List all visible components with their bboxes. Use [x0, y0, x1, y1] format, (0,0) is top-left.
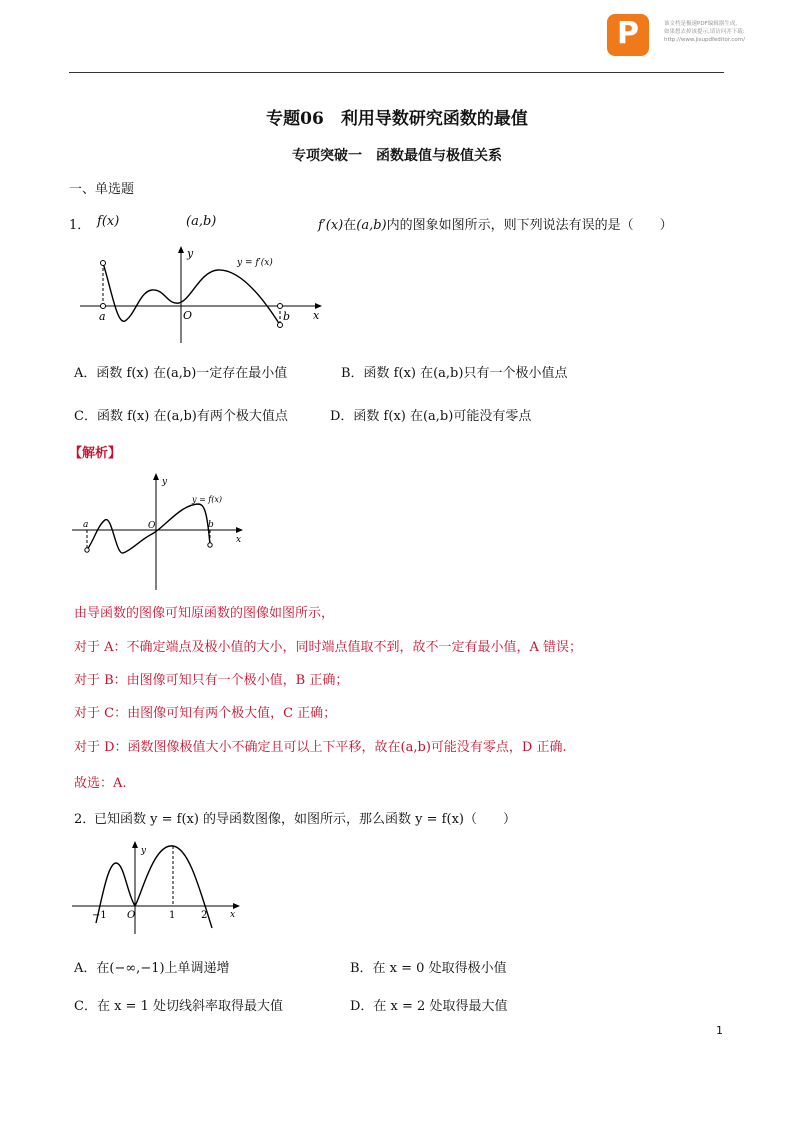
q2-option-d[interactable]: D．在 x = 2 处取得最大值	[350, 999, 508, 1014]
q1-number: 1．	[69, 218, 91, 233]
analysis-line-6: 故选：A.	[74, 776, 127, 791]
q2-tick-1: 1	[169, 910, 176, 921]
analysis-curve-label: y = f(x)	[192, 495, 223, 504]
q2-option-c[interactable]: C．在 x = 1 处切线斜率取得最大值	[74, 999, 283, 1014]
analysis-x-label: x	[236, 535, 242, 545]
page-title: 专题06 利用导数研究函数的最值	[266, 109, 528, 129]
analysis-y-label: y	[162, 477, 168, 487]
analysis-line-5: 对于 D：函数图像极值大小不确定且可以上下平移，故在(a,b)可能没有零点，D 正确.	[74, 740, 567, 755]
q1-option-b[interactable]: B．函数 f(x) 在(a,b)只有一个极小值点	[341, 366, 568, 381]
q1-a-label: a	[99, 310, 106, 323]
q1-x-label: x	[313, 309, 320, 322]
q1-b-label: b	[283, 310, 291, 323]
q1-origin-label: O	[183, 309, 193, 322]
analysis-b-label: b	[208, 520, 214, 530]
q2-stem: 已知函数 y = f(x) 的导函数图像，如图所示，那么函数 y = f(x)（ ）	[94, 812, 516, 827]
q2-tick-minus1: −1	[92, 910, 107, 921]
page-number: 1	[716, 1024, 723, 1037]
q2-tick-2: 2	[201, 910, 208, 921]
q1-curve-label: y = f′(x)	[237, 258, 273, 268]
q1-stem-f: f(x)	[97, 214, 120, 229]
analysis-a-label: a	[83, 520, 89, 530]
q1-stem-rest: f′(x)在(a,b)内的图象如图所示，则下列说法有误的是（ ）	[318, 218, 673, 233]
q1-analysis-tag: 【解析】	[69, 446, 122, 461]
section-heading: 一、单选题	[69, 182, 135, 197]
q2-number: 2．	[74, 812, 96, 827]
header-note	[664, 20, 774, 44]
analysis-origin-label: O	[148, 521, 156, 531]
analysis-line-1: 由导函数的图像可知原函数的图像如图所示，	[74, 606, 335, 621]
logo-letter: P	[617, 16, 639, 51]
q1-option-c[interactable]: C．函数 f(x) 在(a,b)有两个极大值点	[74, 409, 288, 424]
q2-option-a[interactable]: A．在(−∞,−1)上单调递增	[74, 961, 230, 976]
q1-derivative-graph	[75, 243, 325, 348]
q2-origin-label: O	[127, 910, 136, 921]
q1-stem-interval: (a,b)	[186, 214, 217, 229]
q2-y-label: y	[141, 846, 147, 856]
q1-option-a[interactable]: A．函数 f(x) 在(a,b)一定存在最小值	[74, 366, 288, 381]
q2-option-b[interactable]: B．在 x = 0 处取得极小值	[350, 961, 507, 976]
header-note-line2: 如果想去掉该提示,请访问并下载:	[664, 29, 745, 35]
analysis-line-3: 对于 B：由图像可知只有一个极小值，B 正确；	[74, 673, 349, 688]
analysis-line-4: 对于 C：由图像可知有两个极大值，C 正确；	[74, 706, 337, 721]
header-rule	[69, 72, 724, 73]
analysis-line-2: 对于 A：不确定端点及极小值的大小，同时端点值取不到，故不一定有最小值，A 错误；	[74, 640, 583, 655]
header-note-line1: 该文档是极速PDF编辑器生成,	[664, 21, 737, 27]
q1-y-label: y	[187, 247, 194, 260]
q1-option-d[interactable]: D．函数 f(x) 在(a,b)可能没有零点	[330, 409, 532, 424]
page-subtitle: 专项突破一 函数最值与极值关系	[292, 148, 502, 164]
q2-derivative-graph	[70, 838, 250, 938]
q2-x-label: x	[230, 910, 236, 920]
q1-analysis-graph	[70, 470, 250, 595]
header-note-url[interactable]: http://www.jisupdfeditor.com/	[664, 37, 745, 43]
